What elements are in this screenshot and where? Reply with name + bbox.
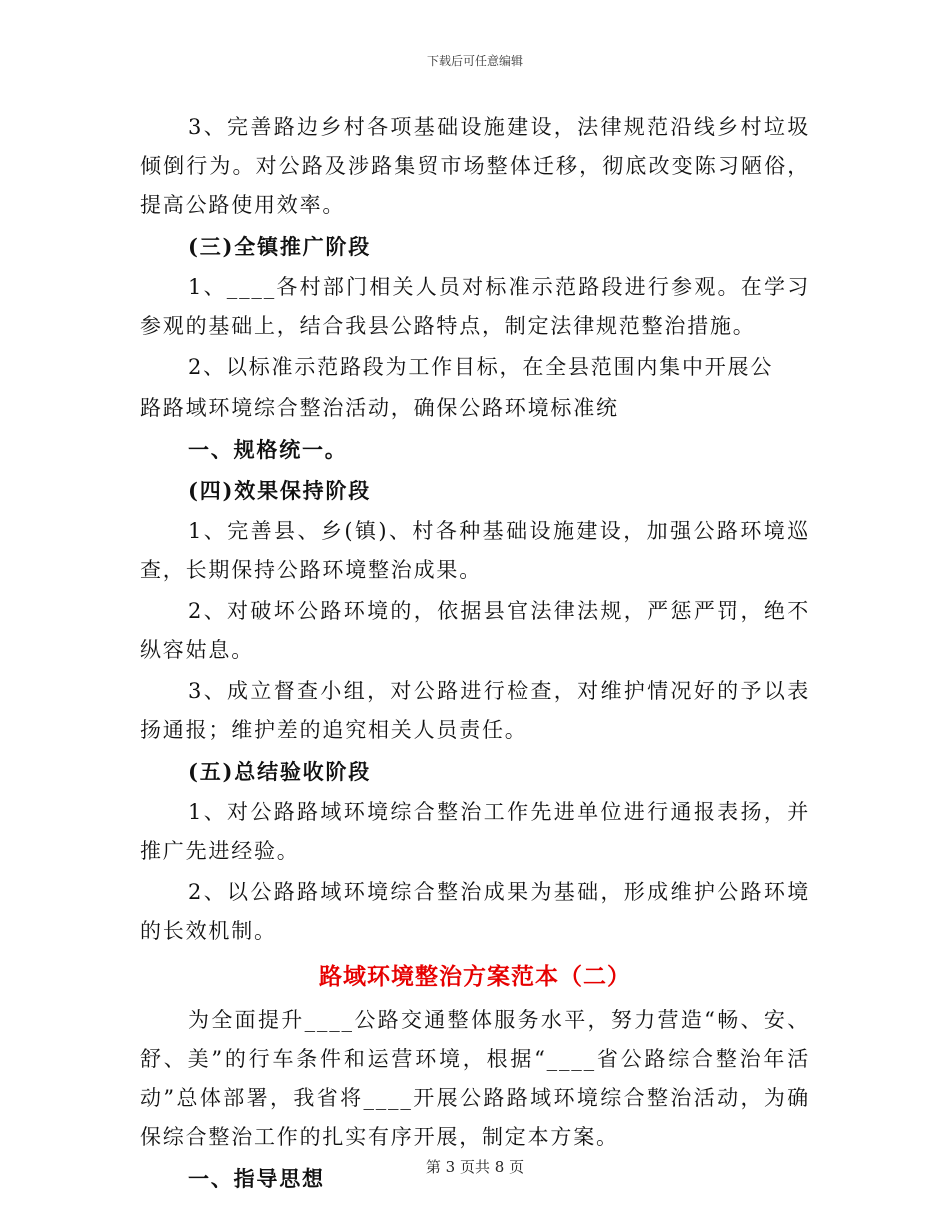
paragraph-intro: 为全面提升____公路交通整体服务水平，努力营造“畅、安、舒、美”的行车条件和运营环境，根据“____省公路综合整治年活动”总体部署，我省将____开展公路路域环境综合整治活动，为确保综合整治工作的扎实有序开展，制定本方案。: [140, 1008, 810, 1149]
heading-guiding-ideology: 一、指导思想: [188, 1166, 325, 1191]
paragraph-3-infrastructure: 3、完善路边乡村各项基础设施建设，法律规范沿线乡村垃圾倾倒行为。对公路及涉路集贸市场整体迁移，彻底改变陈习陋俗，提高公路使用效率。: [140, 115, 810, 217]
paragraph-supervise: 3、成立督查小组，对公路进行检查，对维护情况好的予以表扬通报；维护差的追究相关人员责任。: [140, 679, 810, 742]
paragraph-commend: 1、对公路路域环境综合整治工作先进单位进行通报表扬，并推广先进经验。: [140, 800, 810, 863]
paragraph-patrol: 1、完善县、乡(镇)、村各种基础设施建设，加强公路环境巡查，长期保持公路环境整治成果。: [140, 519, 810, 582]
paragraph-target: 2、以标准示范路段为工作目标，在全县范围内集中开展公: [188, 355, 774, 379]
paragraph-target-cont: 路路域环境综合整治活动，确保公路环境标准统: [140, 396, 619, 420]
page-header: 下载后可任意编辑: [426, 54, 523, 68]
page-footer: 第 3 页共 8 页: [425, 1158, 525, 1176]
section-title: 路域环境整治方案范本（二）: [319, 963, 631, 990]
heading-phase-3: (三)全镇推广阶段: [188, 234, 372, 259]
heading-phase-4: (四)效果保持阶段: [188, 478, 372, 503]
paragraph-visit: 1、____各村部门相关人员对标准示范路段进行参观。在学习参观的基础上，结合我县公路特点，制定法律规范整治措施。: [140, 275, 810, 338]
paragraph-punish: 2、对破坏公路环境的，依据县官法律法规，严惩严罚，绝不纵容姑息。: [140, 599, 810, 662]
paragraph-mechanism: 2、以公路路域环境综合整治成果为基础，形成维护公路环境的长效机制。: [140, 880, 810, 943]
document-body: [140, 108, 810, 1200]
heading-unified: 一、规格统一。: [188, 437, 348, 462]
heading-phase-5: (五)总结验收阶段: [188, 759, 372, 784]
